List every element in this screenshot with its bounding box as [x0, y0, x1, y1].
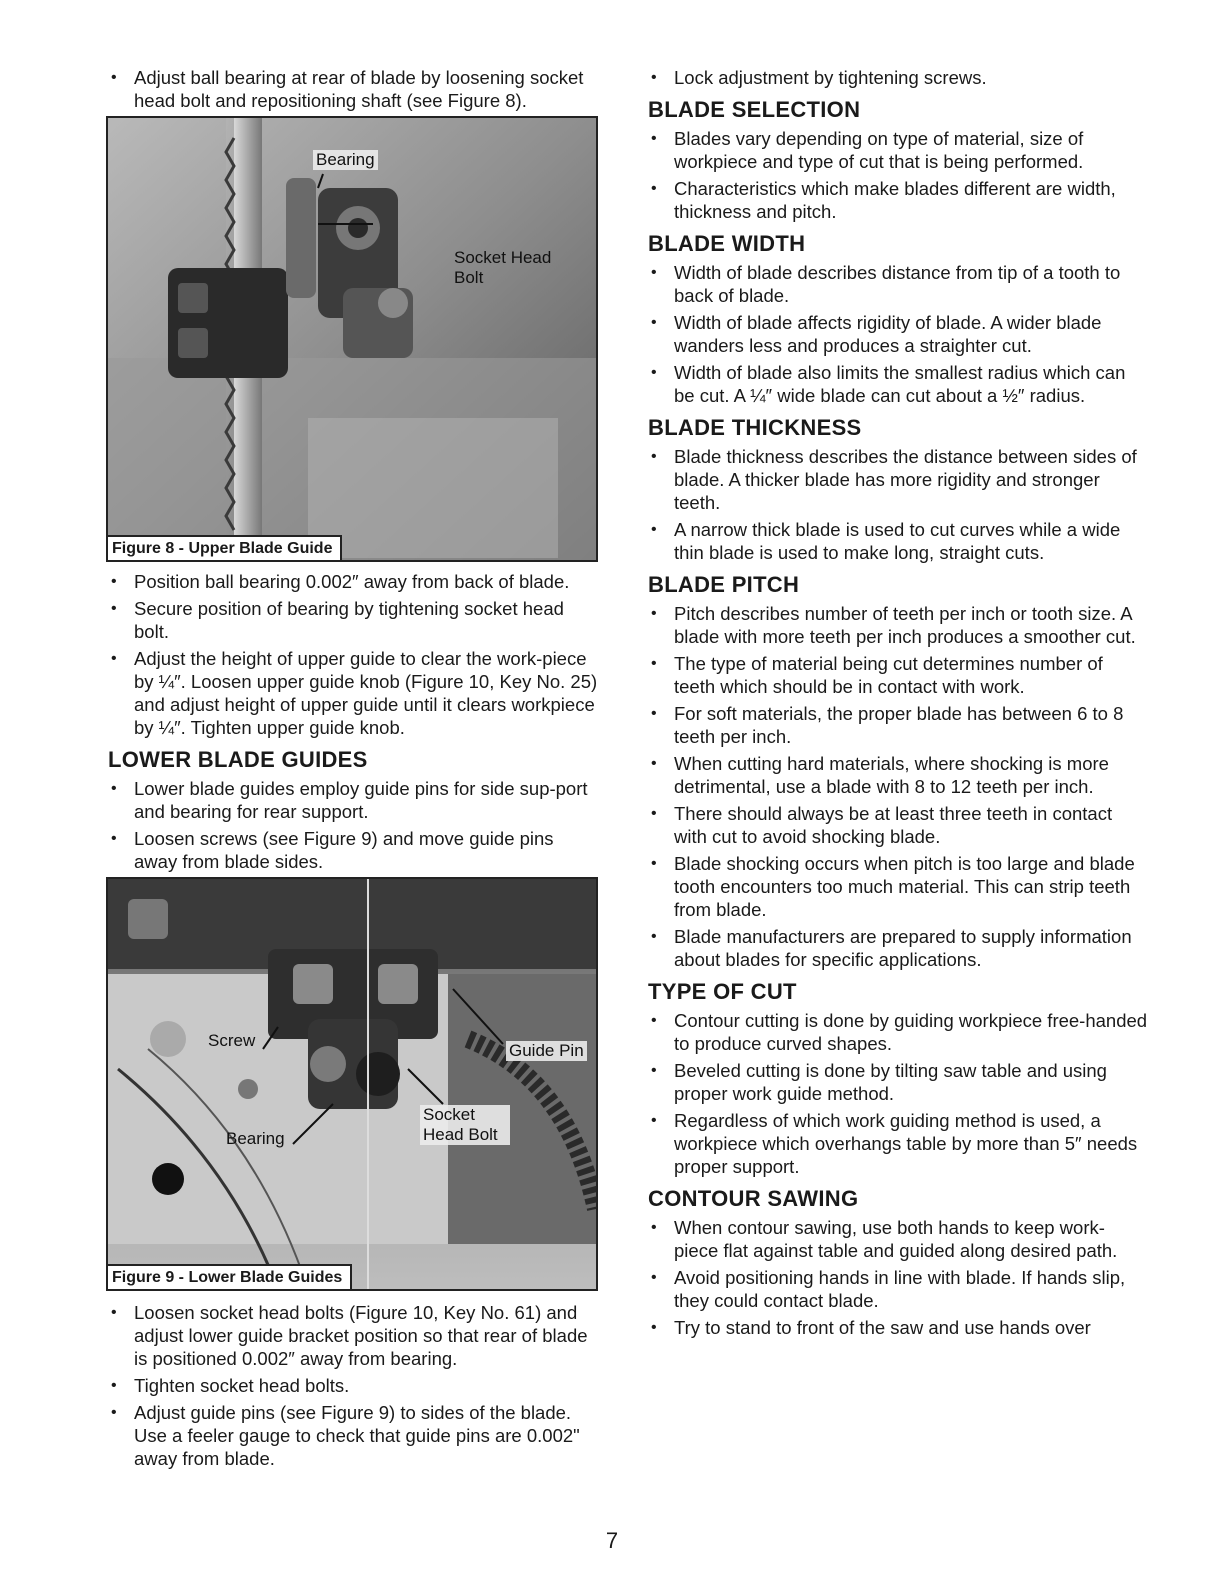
lead-bullet-list	[648, 66, 1148, 89]
upper-blade-guide-photo	[108, 118, 596, 560]
bearing-callout: Bearing	[313, 150, 378, 170]
list-item: • Width of blade describes distance from tip of a tooth to back of blade.	[648, 261, 1148, 307]
blade-thickness-heading: BLADE THICKNESS	[648, 415, 862, 440]
list-item: • Secure position of bearing by tightening socket head bolt.	[108, 597, 600, 643]
socket-head-bolt-callout: Socket Head Bolt	[454, 248, 552, 287]
blade-thickness-bullet-list	[648, 445, 1148, 564]
after-figure-9-bullet-list	[108, 1301, 600, 1470]
list-item: • Width of blade affects rigidity of blade. A wider blade wanders less and produces a straighter cut.	[648, 311, 1148, 357]
list-item: • Position ball bearing 0.002″ away from back of blade.	[108, 570, 600, 593]
list-item: • Pitch describes number of teeth per inch or tooth size. A blade with more teeth per inch produces a smoother cut.	[648, 602, 1148, 648]
list-item: • Blade shocking occurs when pitch is too large and blade tooth encounters too much material. This can strip teeth from blade.	[648, 852, 1148, 921]
figure-8-upper-blade-guide	[106, 116, 598, 562]
list-item: • Blades vary depending on type of material, size of workpiece and type of cut that is being performed.	[648, 127, 1148, 173]
right-column	[648, 66, 1148, 1343]
intro-bullet-list	[108, 66, 600, 112]
guide-pin-callout: Guide Pin	[506, 1041, 587, 1061]
contour-sawing-bullet-list	[648, 1216, 1148, 1339]
list-item: • For soft materials, the proper blade has between 6 to 8 teeth per inch.	[648, 702, 1148, 748]
lower-blade-guides-bullet-list	[108, 777, 600, 873]
blade-selection-heading: BLADE SELECTION	[648, 97, 861, 122]
list-item: • Try to stand to front of the saw and use hands over	[648, 1316, 1148, 1339]
list-item: • Adjust ball bearing at rear of blade by loosening socket head bolt and repositioning shaft (see Figure 8).	[108, 66, 600, 112]
type-of-cut-bullet-list	[648, 1009, 1148, 1178]
list-item: • Characteristics which make blades different are width, thickness and pitch.	[648, 177, 1148, 223]
list-item: • Blade manufacturers are prepared to supply information about blades for specific applications.	[648, 925, 1148, 971]
list-item: • Width of blade also limits the smallest radius which can be cut. A ¼″ wide blade can cut about a ½″ radius.	[648, 361, 1148, 407]
blade-width-heading: BLADE WIDTH	[648, 231, 806, 256]
list-item: • Contour cutting is done by guiding workpiece free-handed to produce curved shapes.	[648, 1009, 1148, 1055]
list-item: • A narrow thick blade is used to cut curves while a wide thin blade is used to make long, straight cuts.	[648, 518, 1148, 564]
after-figure-8-bullet-list	[108, 570, 600, 739]
list-item: • Avoid positioning hands in line with blade. If hands slip, they could contact blade.	[648, 1266, 1148, 1312]
blade-selection-bullet-list	[648, 127, 1148, 223]
list-item: • Beveled cutting is done by tilting saw table and using proper work guide method.	[648, 1059, 1148, 1105]
list-item: • Loosen screws (see Figure 9) and move guide pins away from blade sides.	[108, 827, 600, 873]
page-number: 7	[605, 1528, 619, 1553]
left-column	[108, 66, 600, 1474]
list-item: • There should always be at least three teeth in contact with cut to avoid shocking blade.	[648, 802, 1148, 848]
figure-9-lower-blade-guides	[106, 877, 598, 1291]
list-item: • Adjust guide pins (see Figure 9) to sides of the blade. Use a feeler gauge to check that guide pins are 0.002" away from blade.	[108, 1401, 600, 1470]
list-item: • Tighten socket head bolts.	[108, 1374, 600, 1397]
lower-blade-guides-photo	[108, 879, 596, 1289]
list-item: • The type of material being cut determines number of teeth which should be in contact with work.	[648, 652, 1148, 698]
blade-width-bullet-list	[648, 261, 1148, 407]
list-item: • When contour sawing, use both hands to keep work-piece flat against table and guided along desired path.	[648, 1216, 1148, 1262]
list-item: • Adjust the height of upper guide to clear the work-piece by ¼″. Loosen upper guide knob (Figure 10, Key No. 25) and adjust height of upper guide until it clears workpiece by ¼″. Tighten upper guide knob.	[108, 647, 600, 739]
list-item: • Lock adjustment by tightening screws.	[648, 66, 1148, 89]
figure-9-caption: Figure 9 - Lower Blade Guides	[108, 1264, 352, 1289]
type-of-cut-heading: TYPE OF CUT	[648, 979, 797, 1004]
list-item: • Blade thickness describes the distance between sides of blade. A thicker blade has more rigidity and stronger teeth.	[648, 445, 1148, 514]
figure-8-caption: Figure 8 - Upper Blade Guide	[108, 535, 342, 560]
blade-pitch-heading: BLADE PITCH	[648, 572, 800, 597]
blade-pitch-bullet-list	[648, 602, 1148, 971]
lower-blade-guides-heading: LOWER BLADE GUIDES	[108, 747, 368, 772]
contour-sawing-heading: CONTOUR SAWING	[648, 1186, 859, 1211]
list-item: • Regardless of which work guiding method is used, a workpiece which overhangs table by more than 5″ needs proper support.	[648, 1109, 1148, 1178]
bearing-callout: Bearing	[226, 1129, 285, 1148]
list-item: • Loosen socket head bolts (Figure 10, Key No. 61) and adjust lower guide bracket position so that rear of blade is positioned 0.002″ away from bearing.	[108, 1301, 600, 1370]
list-item: • When cutting hard materials, where shocking is more detrimental, use a blade with 8 to 12 teeth per inch.	[648, 752, 1148, 798]
list-item: • Lower blade guides employ guide pins for side sup-port and bearing for rear support.	[108, 777, 600, 823]
socket-head-bolt-callout: Socket Head Bolt	[420, 1105, 510, 1145]
screw-callout: Screw	[208, 1031, 256, 1050]
